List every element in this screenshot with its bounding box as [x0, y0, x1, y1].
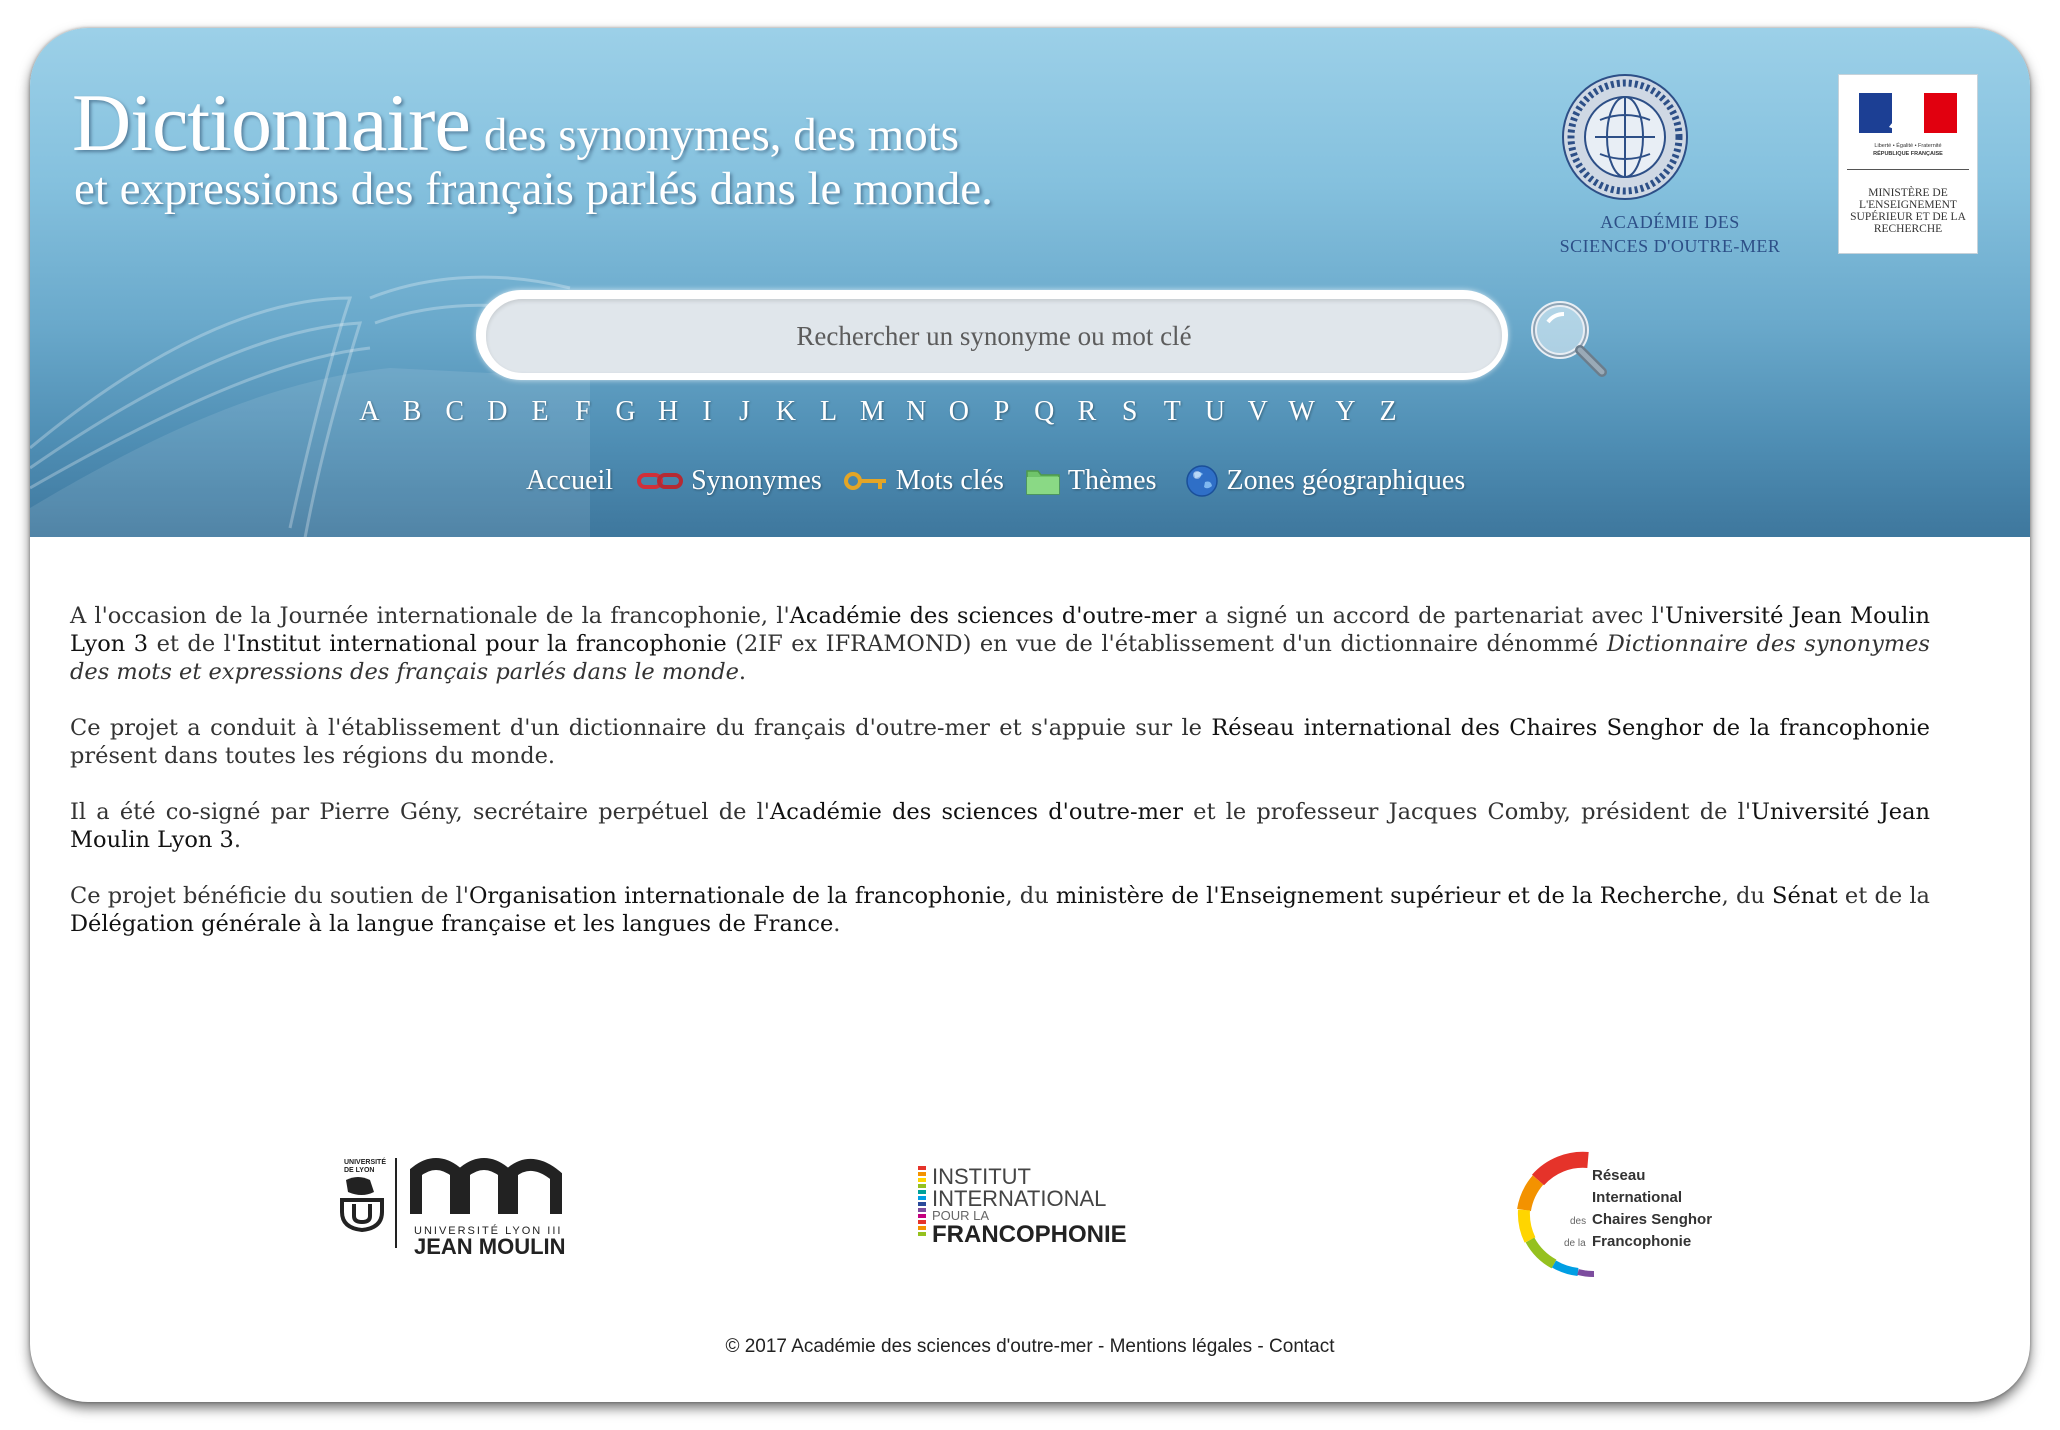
- highlighted-term: Université Jean Moulin Lyon 3: [70, 799, 1930, 853]
- alphabet-letter-e[interactable]: E: [531, 396, 549, 427]
- senghor-network-logo[interactable]: [1508, 1130, 1728, 1284]
- footer-separator-2: -: [1252, 1336, 1270, 1357]
- title-subtitle-line2: et expressions des français parlés dans le monde.: [74, 163, 993, 215]
- search-box: [476, 290, 1508, 380]
- republic-motto: Liberté • Égalité • Fraternité: [1874, 143, 1942, 149]
- intro-paragraph-4: [70, 882, 1930, 938]
- text-segment: .: [833, 911, 841, 937]
- nav-zones-label: Zones géographiques: [1226, 465, 1466, 496]
- senghor-logo-graphic: [1508, 1130, 1728, 1280]
- nav-keywords-label: Mots clés: [895, 465, 1004, 496]
- search-input[interactable]: [486, 299, 1502, 373]
- main-nav: [526, 464, 1465, 498]
- globe-icon: [1185, 464, 1219, 498]
- alphabet-letter-s[interactable]: S: [1121, 396, 1138, 427]
- nav-zones[interactable]: [1185, 464, 1466, 498]
- iif-line4: FRANCOPHONIE: [932, 1221, 1127, 1248]
- text-segment: Ce projet bénéficie du soutien de l': [70, 883, 469, 909]
- iif-line1: INSTITUT: [932, 1164, 1031, 1189]
- footer: [30, 1336, 2030, 1358]
- alphabet-letter-h[interactable]: H: [658, 396, 679, 427]
- alphabet-letter-m[interactable]: M: [859, 396, 885, 427]
- rics-line4-prefix: de la: [1564, 1238, 1586, 1249]
- text-segment: a signé un accord de partenariat avec l': [1196, 603, 1665, 629]
- nav-themes[interactable]: [1026, 465, 1157, 497]
- alphabet-letter-t[interactable]: T: [1163, 396, 1181, 427]
- alphabet-letter-y[interactable]: Y: [1335, 396, 1356, 427]
- site-title: [72, 76, 993, 216]
- alphabet-letter-u[interactable]: U: [1204, 396, 1226, 427]
- title-subtitle-line1: des synonymes, des mots: [483, 109, 960, 161]
- intro-paragraph-2: [70, 714, 1930, 770]
- italic-title: Dictionnaire des synonymes des mots et expressions des français parlés dans le monde: [70, 631, 1930, 685]
- footer-legal-link[interactable]: Mentions légales: [1109, 1336, 1253, 1357]
- alphabet-letter-v[interactable]: V: [1247, 396, 1268, 427]
- text-segment: .: [233, 827, 242, 853]
- intro-paragraph-1: [70, 602, 1930, 686]
- academy-label: [1540, 210, 1800, 258]
- text-segment: présent dans toutes les régions du monde.: [70, 743, 556, 769]
- key-icon: [844, 469, 888, 493]
- lyon-univ-small-2: DE LYON: [344, 1167, 375, 1174]
- alphabet-letter-f[interactable]: F: [574, 396, 591, 427]
- rics-line4: Francophonie: [1592, 1233, 1692, 1250]
- iif-line2: INTERNATIONAL: [932, 1186, 1107, 1211]
- ministry-text: MINISTÈRE DE L'ENSEIGNEMENT SUPÉRIEUR ET DE LA RECHERCHE: [1850, 187, 1966, 235]
- nav-themes-label: Thèmes: [1067, 465, 1157, 496]
- text-segment: , du: [1721, 883, 1773, 909]
- rics-line2: International: [1592, 1189, 1683, 1206]
- alphabet-letter-k[interactable]: K: [775, 396, 796, 427]
- text-segment: Il a été co-signé par Pierre Gény, secrétaire perpétuel de l': [70, 799, 770, 825]
- alphabet-letter-d[interactable]: D: [487, 396, 508, 427]
- nav-home-label: Accueil: [526, 465, 614, 496]
- lyon-line1: UNIVERSITÉ LYON III: [414, 1225, 563, 1237]
- footer-contact-link[interactable]: Contact: [1269, 1336, 1335, 1357]
- intro-paragraph-3: [70, 798, 1930, 854]
- academy-label-line2: SCIENCES D'OUTRE-MER: [1559, 236, 1781, 256]
- highlighted-term: Organisation internationale de la francophonie: [468, 883, 1006, 909]
- rics-line3-prefix: des: [1570, 1216, 1587, 1227]
- text-segment: (2IF ex IFRAMOND) en vue de l'établissement d'un dictionnaire dénommé: [726, 631, 1607, 657]
- marianne-block: [1847, 83, 1969, 170]
- lyon3-logo[interactable]: [336, 1152, 626, 1276]
- search-magnifier-icon[interactable]: [1526, 296, 1610, 380]
- alphabet-letter-p[interactable]: P: [993, 396, 1010, 427]
- alphabet-letter-c[interactable]: C: [445, 396, 465, 427]
- highlighted-term: ministère de l'Enseignement supérieur et de la Recherche: [1055, 883, 1722, 909]
- header-banner: [30, 28, 2030, 537]
- nav-synonyms-label: Synonymes: [691, 465, 822, 496]
- text-segment: et le professeur Jacques Comby, président de l': [1182, 799, 1752, 825]
- alphabet-letter-g[interactable]: G: [615, 396, 636, 427]
- alphabet-letter-a[interactable]: A: [359, 396, 380, 427]
- academy-label-line1: ACADÉMIE DES: [1600, 212, 1740, 232]
- highlighted-term: Université Jean Moulin Lyon 3: [70, 603, 1930, 657]
- alphabet-letter-r[interactable]: R: [1077, 396, 1097, 427]
- alphabet-letter-q[interactable]: Q: [1034, 396, 1055, 427]
- folder-icon: [1026, 467, 1060, 495]
- alphabet-letter-o[interactable]: O: [948, 396, 970, 427]
- rics-line3: Chaires Senghor: [1592, 1211, 1713, 1228]
- highlighted-term: Académie des sciences d'outre-mer: [769, 799, 1183, 825]
- ministry-logo: [1838, 74, 1978, 254]
- rics-line1: Réseau: [1592, 1167, 1646, 1184]
- marianne-flag-icon: [1859, 93, 1957, 133]
- iif-logo-graphic: [918, 1158, 1158, 1248]
- highlighted-term: Sénat: [1772, 883, 1838, 909]
- nav-keywords[interactable]: [844, 465, 1004, 497]
- alphabet-letter-z[interactable]: Z: [1379, 396, 1397, 427]
- highlighted-term: Académie des sciences d'outre-mer: [789, 603, 1197, 629]
- text-segment: A l'occasion de la Journée internationale de la francophonie, l': [70, 603, 790, 629]
- chain-link-icon: [637, 470, 683, 492]
- alphabet-index: [348, 396, 1409, 428]
- republic-label: RÉPUBLIQUE FRANÇAISE: [1873, 151, 1943, 157]
- text-segment: et de la: [1837, 883, 1930, 909]
- text-segment: .: [738, 659, 747, 685]
- academy-seal-logo: [1560, 72, 1690, 202]
- highlighted-term: Délégation générale à la langue française et les langues de France: [70, 911, 834, 937]
- text-segment: et de l': [148, 631, 237, 657]
- alphabet-letter-n[interactable]: N: [906, 396, 927, 427]
- lyon-line2: JEAN MOULIN: [414, 1234, 566, 1259]
- highlighted-term: Réseau international des Chaires Senghor de la francophonie: [1211, 715, 1931, 741]
- footer-separator-1: -: [1092, 1336, 1110, 1357]
- iif-logo[interactable]: [918, 1158, 1158, 1252]
- lyon3-logo-graphic: [336, 1152, 626, 1272]
- iif-line3: POUR LA: [932, 1208, 990, 1223]
- title-main: Dictionnaire: [72, 77, 470, 168]
- lyon-univ-small-1: UNIVERSITÉ: [344, 1159, 387, 1166]
- alphabet-letter-j[interactable]: J: [739, 396, 750, 427]
- highlighted-term: Institut international pour la francophonie: [237, 631, 727, 657]
- alphabet-letter-i[interactable]: I: [702, 396, 712, 427]
- main-content: [70, 602, 1930, 966]
- text-segment: , du: [1005, 883, 1056, 909]
- page-frame: [30, 28, 2030, 1402]
- nav-home[interactable]: [526, 465, 613, 497]
- alphabet-letter-w[interactable]: W: [1288, 396, 1315, 427]
- alphabet-letter-l[interactable]: L: [819, 396, 838, 427]
- nav-synonyms[interactable]: [637, 465, 822, 497]
- text-segment: Ce projet a conduit à l'établissement d'un dictionnaire du français d'outre-mer et s'appuie sur le: [70, 715, 1212, 741]
- footer-copyright: © 2017 Académie des sciences d'outre-mer: [725, 1336, 1093, 1357]
- alphabet-letter-b[interactable]: B: [402, 396, 422, 427]
